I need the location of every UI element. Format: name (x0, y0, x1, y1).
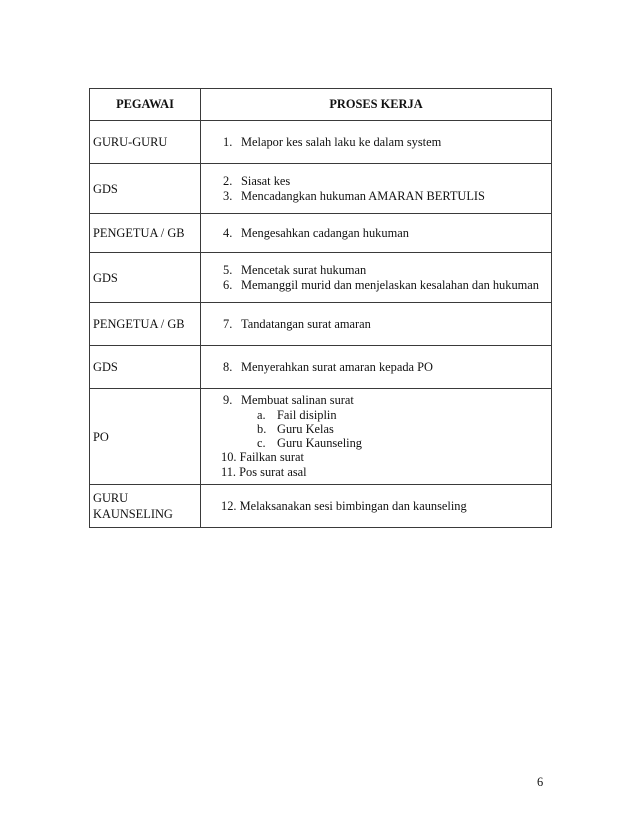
pegawai-cell: PENGETUA / GB (90, 303, 201, 346)
proses-cell (201, 389, 552, 485)
proses-cell (201, 485, 552, 528)
step-item: 12. Melaksanakan sesi bimbingan dan kaunseling (221, 498, 467, 513)
step-item: 3. Mencadangkan hukuman AMARAN BERTULIS (223, 188, 485, 203)
step-item: 7. Tandatangan surat amaran (223, 316, 371, 331)
page-number: 6 (537, 775, 544, 789)
pegawai-cell: GURU KAUNSELING (90, 485, 201, 528)
step-item: 2. Siasat kes (223, 173, 291, 188)
step-item: 8. Menyerahkan surat amaran kepada PO (223, 359, 433, 374)
step-item: 10. Failkan surat (221, 450, 304, 464)
header-proses-kerja: PROSES KERJA (201, 89, 552, 121)
proses-cell (201, 253, 552, 303)
sub-item: c. Guru Kaunseling (257, 436, 362, 450)
table-row (90, 214, 552, 253)
table-row (90, 164, 552, 214)
header-pegawai: PEGAWAI (90, 89, 201, 121)
table-row (90, 121, 552, 164)
pegawai-cell: PENGETUA / GB (90, 214, 201, 253)
step-item: 1. Melapor kes salah laku ke dalam system (223, 134, 442, 149)
table-row (90, 389, 552, 485)
pegawai-cell: GURU-GURU (90, 121, 201, 164)
step-item: 9. Membuat salinan surat (223, 393, 354, 407)
pegawai-cell: PO (90, 389, 201, 485)
proses-cell (201, 346, 552, 389)
table-row (90, 485, 552, 528)
proses-cell (201, 121, 552, 164)
table-row (90, 253, 552, 303)
step-item: 4. Mengesahkan cadangan hukuman (223, 225, 409, 240)
table-row (90, 346, 552, 389)
sub-item: a. Fail disiplin (257, 408, 337, 422)
process-table (89, 88, 552, 528)
pegawai-cell: GDS (90, 164, 201, 214)
header-row (90, 89, 552, 121)
step-item: 11. Pos surat asal (221, 465, 307, 479)
step-item: 5. Mencetak surat hukuman (223, 262, 367, 277)
proses-cell (201, 214, 552, 253)
table-row (90, 303, 552, 346)
pegawai-cell: GDS (90, 346, 201, 389)
pegawai-cell: GDS (90, 253, 201, 303)
proses-cell (201, 164, 552, 214)
sub-item: b. Guru Kelas (257, 422, 334, 436)
step-item: 6. Memanggil murid dan menjelaskan kesalahan dan hukuman (223, 277, 539, 292)
proses-cell (201, 303, 552, 346)
